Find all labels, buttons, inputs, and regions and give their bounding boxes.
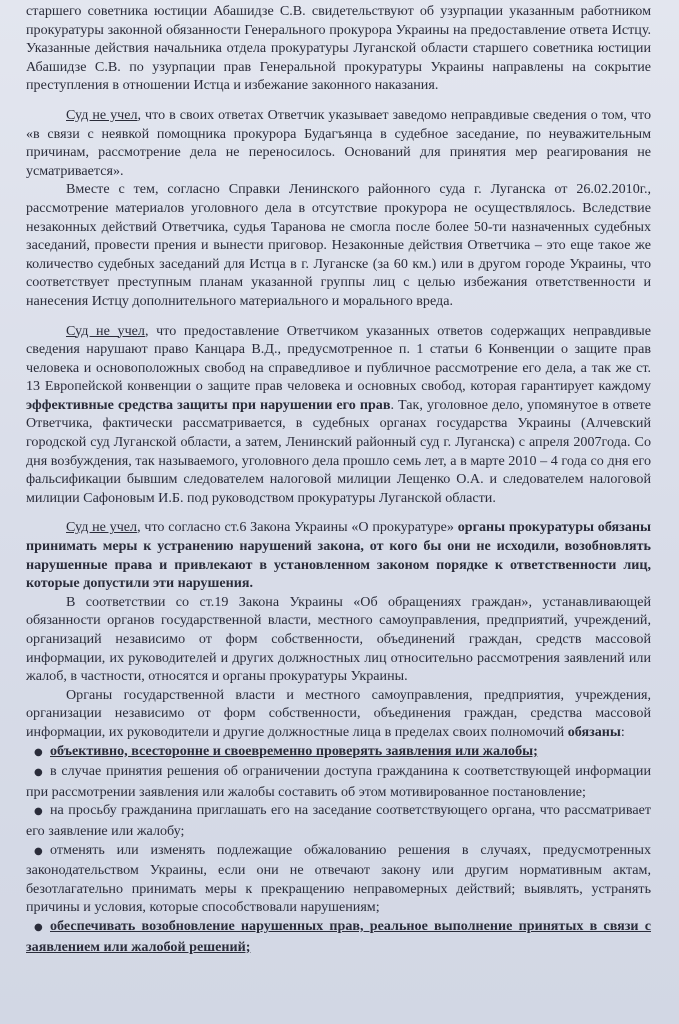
court-did-not-consider-lead: Суд не учел (66, 519, 138, 536)
paragraph-6-text: В соответствии со ст.19 Закона Украины «Об обращениях граждан», устанавливающей обязанности органов государственной власти, местного самоуправления, предприятий, учреждений, организаций независимо от форм собственности, объединений граждан, средств массовой информации, их руководителей и других должностных лиц относительно рассмотрения заявлений или жалоб, в частности, относятся и органы прокуратуры Украины. (26, 593, 651, 685)
bullet-item-text: на просьбу гражданина приглашать его на заседание соответствующего органа, что рассматривает его заявление или жалобу; (26, 802, 651, 839)
paragraph-1 (26, 2, 651, 95)
bullet-item (26, 917, 651, 956)
bullet-item-text: объективно, всесторонне и своевременно проверять заявления или жалобы; (50, 742, 538, 759)
bullet-item-text: в случае принятия решения об ограничении доступа гражданина к соответствующей информации при рассмотрении заявления или жалобы составить об этом мотивированное постановление; (26, 763, 651, 800)
paragraph-4 (26, 322, 651, 508)
court-did-not-consider-lead: Суд не учел (66, 322, 145, 339)
paragraph-4-text-b: . Так, уголовное дело, упомянутое в ответе Ответчика, фактически рассматривается, в судебных органах государства Украины (Алчевский городской суд Луганской области, а затем, Ленинский районный суд г. Луганска) с апреля 2007года. Со дня возбуждения, так называемого, уголовного дела прошло семь лет, а в марте 2010 – 4 года со дня его фальсификации бывшим следователем налоговой милиции Лещенко О.А. и следователем налоговой милиции Сафоновым И.Б. под руководством прокуратуры Луганской области. (26, 396, 652, 506)
bullet-icon: ● (34, 921, 43, 933)
bullet-item (26, 762, 651, 801)
paragraph-4-text-a: , что предоставление Ответчиком указанных ответов содержащих неправдивые сведения нарушают право Канцара В.Д., предусмотренное п. 1 статьи 6 Конвенции о защите прав человека и основоположных свобод на справедливое и публичное рассмотрение его дела, а так же ст. 13 Европейской конвенции о защите прав человека и основных свобод, которая гарантирует каждому (26, 322, 651, 395)
bullet-icon: ● (34, 806, 43, 818)
bullet-item (26, 841, 651, 917)
duties-bullet-list (26, 742, 651, 957)
paragraph-2-text: , что в своих ответах Ответчик указывает заведомо неправдивые сведения о том, что «в связи с неявкой помощника прокурора Будагъянца в судебное заседание, по неуважительным причинам, рассмотрение дела не переносилось. Оснований для принятия мер реагирования не усматривается». (26, 106, 651, 179)
bullet-icon: ● (34, 767, 43, 779)
bullet-item-text: обеспечивать возобновление нарушенных прав, реальное выполнение принятых в связи с заявлением или жалобой решений; (26, 917, 651, 955)
paragraph-1-text: старшего советника юстиции Абашидзе С.В. свидетельствуют об узурпации указанным работником прокуратуры законной обязанности Генерального прокурора Украины на предоставление ответа Истцу. Указанные действия начальника отдела прокуратуры Луганской области старшего советника юстиции Абашидзе С.В. по узурпации прав Генеральной прокуратуры Украины направлены на сокрытие преступления в отношении Истца и избежание законного наказания. (26, 3, 651, 94)
paragraph-7-text-b: : (620, 723, 625, 740)
bullet-icon: ● (34, 845, 43, 857)
paragraph-2 (26, 106, 651, 180)
paragraph-4-bold: эффективные средства защиты при нарушении его прав (26, 396, 391, 413)
paragraph-7-bold: обязаны (567, 723, 621, 740)
paragraph-3 (26, 180, 651, 310)
paragraph-5-bold: органы прокуратуры обязаны принимать меры к устранению нарушений закона, от кого бы они не исходили, возобновлять нарушенные права и привлекают в установленном законом порядке к ответственности лиц, которые допустили эти нарушения. (26, 519, 651, 592)
paragraph-7 (26, 686, 651, 742)
bullet-icon: ● (34, 746, 43, 758)
paragraph-5 (26, 518, 651, 592)
bullet-item-text: отменять или изменять подлежащие обжалованию решения в случаях, предусмотренных законодательством Украины, если они не отвечают закону или другим нормативным актам, безотлагательно принимать меры к прекращению неправомерных действий; выявлять, устранять причины и условия, которые способствовали нарушениям; (26, 841, 651, 916)
paragraph-3-text: Вместе с тем, согласно Справки Ленинского районного суда г. Луганска от 26.02.2010г., рассмотрение материалов уголовного дела в отсутствие прокурора не осуществлялось. Вследствие незаконных действий Ответчика, судья Таранова не смогла после более 50-ти назначенных судебных заседаний, провести прения и вынести приговор. Незаконные действия Ответчика – это еще такое же количество судебных заседаний для Истца в г. Луганске (за 60 км.) или в другом городе Украины, что соответствует преступным планам указанной группы лиц с целью избежания ответственности и нанесения Истцу дополнительного материального и морального вреда. (26, 181, 651, 309)
court-did-not-consider-lead: Суд не учел (66, 106, 138, 123)
paragraph-6 (26, 593, 651, 686)
bullet-item (26, 801, 651, 840)
paragraph-5-text-a: , что согласно ст.6 Закона Украины «О прокуратуре» (137, 519, 458, 536)
bullet-item (26, 742, 651, 763)
paragraph-7-text-a: Органы государственной власти и местного самоуправления, предприятия, учреждения, организации независимо от форм собственности, объединения граждан, средства массовой информации, их руководители и другие должностные лица в пределах своих полномочий (26, 686, 651, 740)
